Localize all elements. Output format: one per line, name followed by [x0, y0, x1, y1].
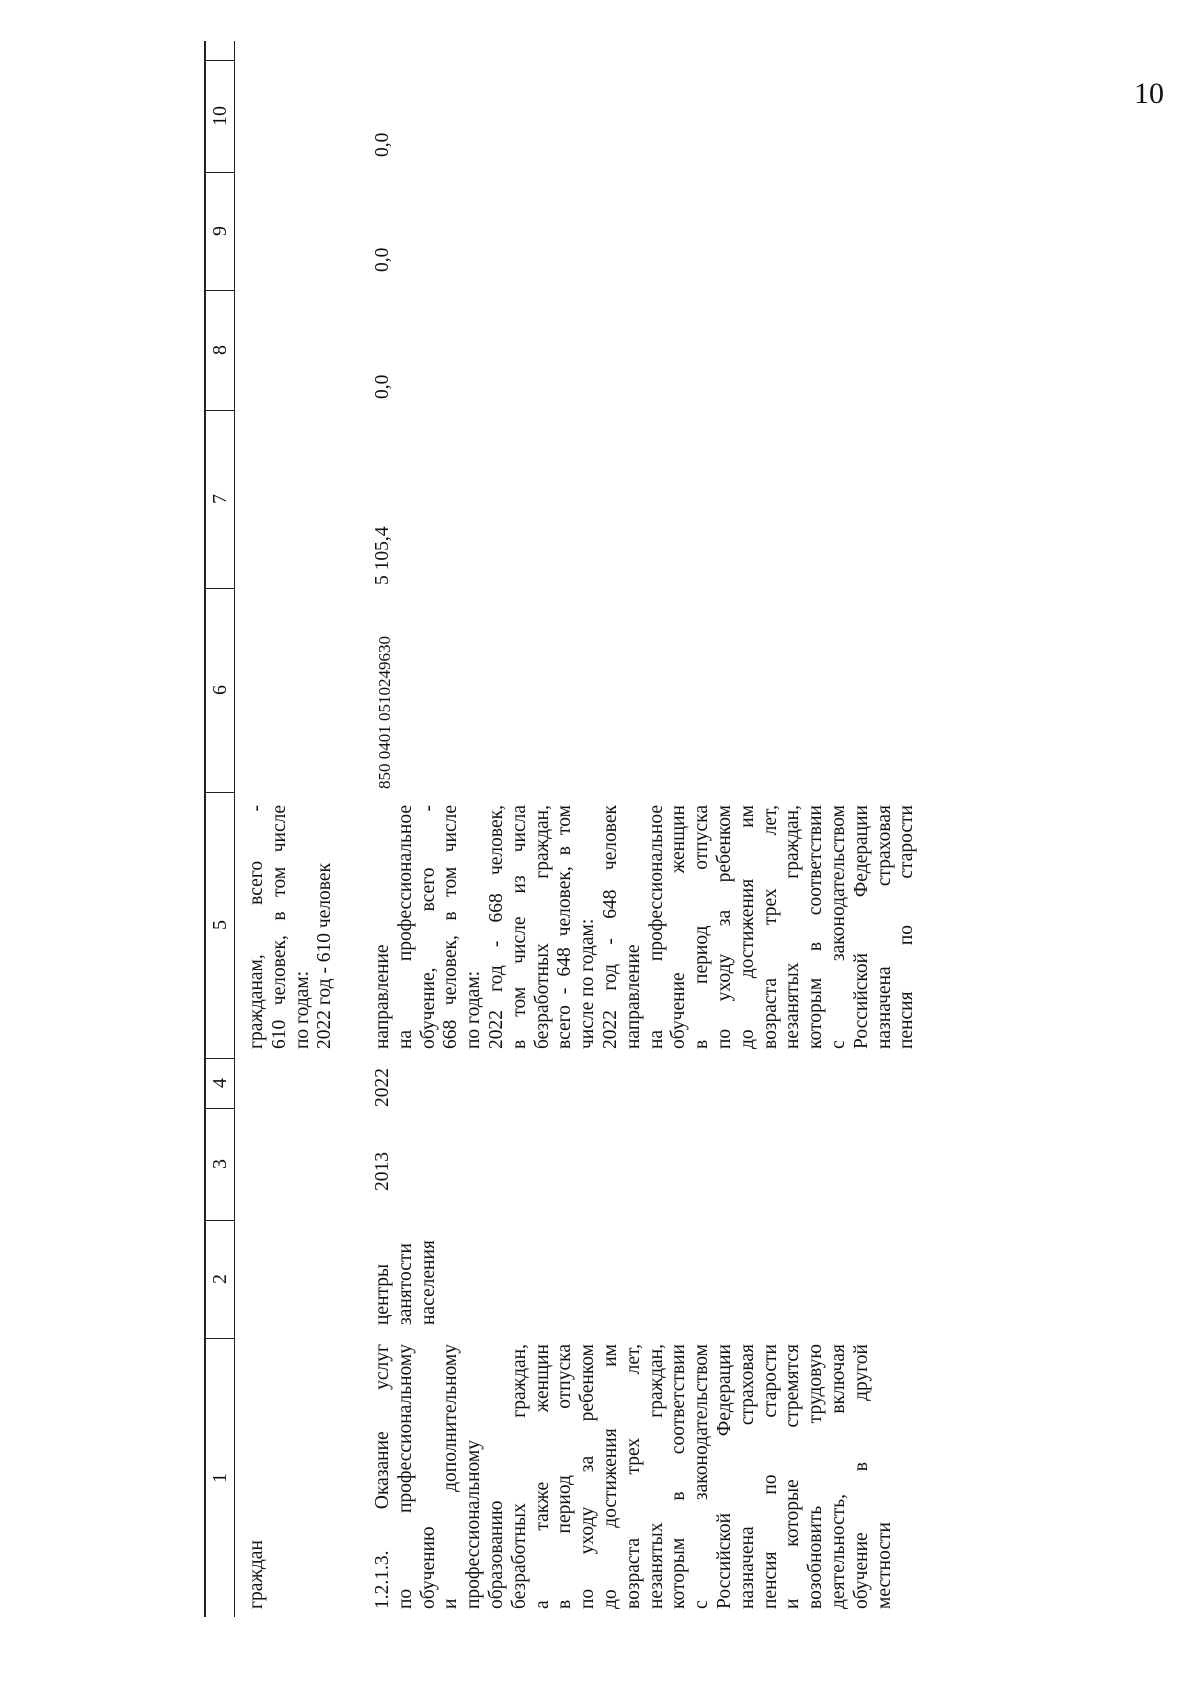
text-line: образованию — [485, 1500, 507, 1609]
text-line: центры — [372, 1263, 393, 1325]
text-line: гражданам, всего - — [246, 805, 267, 1049]
column-header-7: 7 — [206, 410, 234, 589]
text-line: возраста трех лет, — [759, 805, 781, 1049]
row-1-2-1-3-col10: 0,0 — [372, 132, 393, 157]
text-line: назначена страховая — [873, 805, 895, 1049]
column-header-8: 8 — [206, 290, 234, 411]
column-header-2: 2 — [206, 1220, 234, 1339]
row-1-2-1-3-col7: 5 105,4 — [372, 526, 393, 585]
column-header-5: 5 — [206, 792, 234, 1059]
column-header-6: 6 — [206, 588, 234, 793]
text-line: 2022 год - 668 человек, — [485, 805, 507, 1049]
text-line: по профессиональному — [394, 1344, 416, 1609]
text-line: по уходу за ребенком — [713, 805, 735, 1049]
text-line: обучению — [417, 1526, 439, 1609]
text-line: 2022 год - 648 человек — [599, 805, 621, 1049]
text-line: Российской Федерации — [713, 1344, 735, 1609]
text-line: в период отпуска — [554, 1344, 576, 1609]
row-1-2-1-3-col1 — [372, 1344, 896, 1609]
text-line: назначена страховая — [736, 1344, 758, 1609]
text-line: всего - 648 человек, в том — [554, 805, 576, 1049]
text-line: населения — [417, 1240, 439, 1325]
row-1-2-1-3-col2 — [372, 1235, 440, 1325]
continuation-col1: граждан — [246, 1540, 267, 1609]
text-line: незанятых граждан, — [782, 805, 804, 1049]
text-line: пенсия по старости — [896, 805, 918, 1049]
text-line: и дополнительному — [440, 1344, 462, 1609]
text-line: с законодательством — [691, 1344, 713, 1609]
text-line: по годам: — [463, 970, 485, 1049]
text-line: 668 человек, в том числе — [440, 805, 462, 1049]
text-line: которым в соответствии — [668, 1344, 690, 1609]
text-line: пенсия по старости — [759, 1344, 781, 1609]
row-1-2-1-3-col9: 0,0 — [372, 247, 393, 272]
row-1-2-1-3-col5 — [372, 805, 919, 1049]
text-line: с законодательством — [827, 805, 849, 1049]
text-line: незанятых граждан, — [645, 1344, 667, 1609]
text-line: 1.2.1.3. Оказание услуг — [372, 1344, 393, 1609]
text-line: обучение женщин — [668, 805, 690, 1049]
column-header-9: 9 — [206, 172, 234, 291]
page-number: 10 — [1134, 77, 1164, 110]
text-line: безработных граждан, — [531, 805, 553, 1049]
text-line: по уходу за ребенком — [577, 1344, 599, 1609]
text-line: профессиональному — [463, 1440, 485, 1609]
row-1-2-1-3-col6: 850 0401 0510249630 — [375, 636, 394, 789]
row-1-2-1-3-col4: 2022 — [372, 1068, 393, 1107]
column-header-1: 1 — [208, 1473, 231, 1483]
text-line: обучение, всего - — [417, 805, 439, 1049]
text-line: а также женщин — [531, 1344, 553, 1609]
text-line: обучение в другой — [850, 1344, 872, 1609]
row-1-2-1-3-col8: 0,0 — [372, 374, 393, 399]
text-line: числе по годам: — [577, 918, 599, 1049]
text-line: на профессиональное — [394, 805, 416, 1049]
text-line: направление — [372, 944, 393, 1049]
column-header-tail — [206, 40, 234, 61]
text-line: до достижения им — [736, 805, 758, 1049]
text-line: местности — [873, 1522, 895, 1609]
column-header-3: 3 — [206, 1108, 234, 1221]
text-line: до достижения им — [599, 1344, 621, 1609]
text-line: по годам: — [291, 970, 313, 1049]
column-header-4: 4 — [206, 1058, 234, 1109]
text-line: которым в соответствии — [805, 805, 827, 1049]
text-line: в том числе из числа — [508, 805, 530, 1049]
table-header-row — [204, 41, 235, 1617]
column-header-10: 10 — [206, 60, 234, 173]
text-line: 2022 год - 610 человек — [314, 862, 336, 1049]
text-line: деятельность, включая — [827, 1344, 849, 1609]
text-line: возраста трех лет, — [622, 1344, 644, 1609]
text-line: занятости — [394, 1243, 416, 1325]
text-line: безработных граждан, — [508, 1344, 530, 1609]
text-line: в период отпуска — [691, 805, 713, 1049]
text-line: на профессиональное — [645, 805, 667, 1049]
text-line: возобновить трудовую — [805, 1344, 827, 1609]
text-line: Российской Федерации — [850, 805, 872, 1049]
row-1-2-1-3-col3: 2013 — [372, 1152, 393, 1191]
text-line: 610 человек, в том числе — [268, 805, 290, 1049]
text-line: и которые стремятся — [782, 1344, 804, 1609]
continuation-col5 — [246, 805, 337, 1049]
text-line: направление — [622, 944, 644, 1049]
